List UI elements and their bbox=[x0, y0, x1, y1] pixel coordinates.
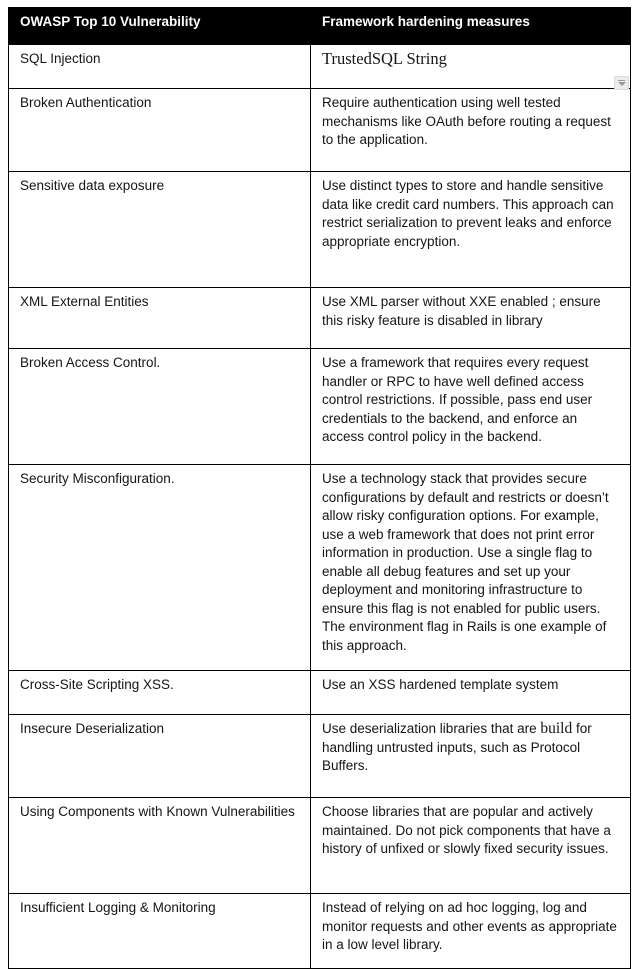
measure-cell bbox=[311, 715, 631, 798]
measure-text: Instead of relying on ad hoc logging, log and monitor requests and other events as appropriate in a low level library. bbox=[322, 900, 617, 952]
measure-text: build bbox=[540, 720, 573, 737]
vulnerability-cell: Broken Access Control. bbox=[9, 349, 311, 465]
column-header-vulnerability: OWASP Top 10 Vulnerability bbox=[9, 8, 311, 45]
document-page bbox=[0, 7, 638, 952]
table-row bbox=[9, 894, 631, 969]
measure-cell bbox=[311, 798, 631, 894]
vulnerability-cell: Insecure Deserialization bbox=[9, 715, 311, 798]
triangle-down-icon bbox=[618, 82, 626, 86]
table-row bbox=[9, 671, 631, 715]
table-row bbox=[9, 89, 631, 172]
vulnerability-cell: Sensitive data exposure bbox=[9, 172, 311, 288]
vulnerability-cell: Cross-Site Scripting XSS. bbox=[9, 671, 311, 715]
measure-cell bbox=[311, 172, 631, 288]
measure-cell bbox=[311, 288, 631, 349]
measure-text: for handling untrusted inputs, such as Protocol Buffers. bbox=[322, 721, 592, 773]
vulnerability-cell: Insufficient Logging & Monitoring bbox=[9, 894, 311, 969]
vulnerability-cell: XML External Entities bbox=[9, 288, 311, 349]
dropdown-button[interactable] bbox=[614, 76, 629, 90]
measure-cell bbox=[311, 45, 631, 89]
measure-cell bbox=[311, 671, 631, 715]
table-body bbox=[9, 45, 631, 969]
table-row bbox=[9, 45, 631, 89]
triangle-down-icon bbox=[618, 80, 625, 81]
measure-cell bbox=[311, 465, 631, 671]
vulnerability-cell: Security Misconfiguration. bbox=[9, 465, 311, 671]
table-row bbox=[9, 465, 631, 671]
table-row bbox=[9, 798, 631, 894]
measure-cell bbox=[311, 89, 631, 172]
measure-text: Use distinct types to store and handle sensitive data like credit card numbers. This approach can restrict serialization to prevent leaks and enforce appropriate encryption. bbox=[322, 178, 614, 249]
table-row bbox=[9, 288, 631, 349]
measure-text: Use XML parser without XXE enabled ; ensure this risky feature is disabled in library bbox=[322, 294, 601, 328]
vulnerability-cell: SQL Injection bbox=[9, 45, 311, 89]
table-row bbox=[9, 172, 631, 288]
measure-text: Use a framework that requires every request handler or RPC to have well defined access control restrictions. If possible, pass end user credentials to the backend, and enforce an access control policy in the backend. bbox=[322, 355, 593, 444]
measure-text: Use a technology stack that provides secure configurations by default and restricts or doesn’t allow risky configuration options. For example, use a web framework that does not print error information in production. Use a single flag to enable all debug features and set up your deployment and monitoring infrastructure to ensure this flag is not enabled for public users. The environment flag in Rails is one example of this approach. bbox=[322, 471, 609, 653]
vulnerability-cell: Broken Authentication bbox=[9, 89, 311, 172]
vulnerability-cell: Using Components with Known Vulnerabilities bbox=[9, 798, 311, 894]
column-header-measures: Framework hardening measures bbox=[311, 8, 631, 45]
table-row bbox=[9, 349, 631, 465]
measure-cell bbox=[311, 894, 631, 969]
measure-text: Use an XSS hardened template system bbox=[322, 677, 559, 692]
measure-cell bbox=[311, 349, 631, 465]
measure-text: Choose libraries that are popular and actively maintained. Do not pick components that have a history of unfixed or slowly fixed security issues. bbox=[322, 804, 611, 856]
measure-text: Require authentication using well tested mechanisms like OAuth before routing a request to the application. bbox=[322, 95, 611, 147]
measure-text: TrustedSQL String bbox=[322, 49, 447, 68]
owasp-hardening-table bbox=[8, 7, 631, 969]
table-header-row bbox=[9, 8, 631, 45]
measure-text: Use deserialization libraries that are bbox=[322, 721, 541, 736]
table-row bbox=[9, 715, 631, 798]
